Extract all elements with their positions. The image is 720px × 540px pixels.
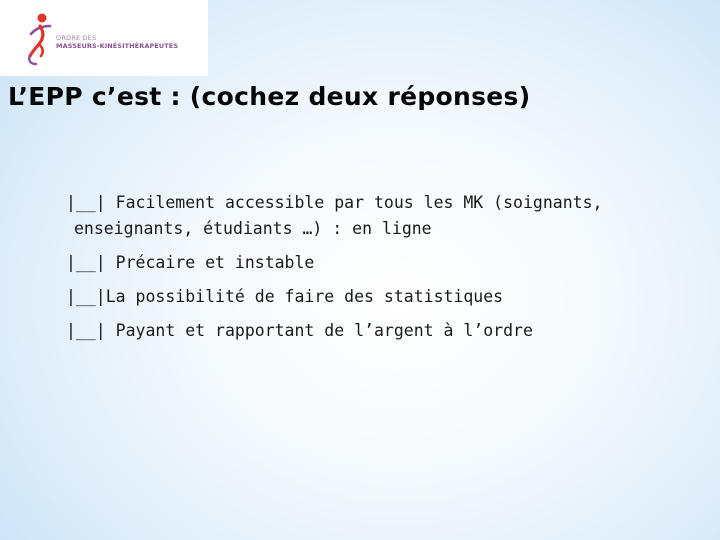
answer-options: [66, 190, 626, 352]
option-text-continuation: enseignants, étudiants …) : en ligne: [74, 219, 432, 238]
checkbox-blank[interactable]: |__|: [66, 193, 106, 212]
checkbox-blank[interactable]: |__|: [66, 321, 106, 340]
option-3[interactable]: [66, 284, 626, 310]
logo-line2: MASSEURS-KINÉSITHÉRAPEUTES: [56, 42, 179, 50]
option-1[interactable]: [66, 190, 626, 242]
runner-figure-icon: [20, 12, 60, 68]
checkbox-blank[interactable]: |__|: [66, 253, 106, 272]
page-title: L’EPP c’est : (cochez deux réponses): [8, 82, 531, 111]
option-text: Payant et rapportant de l’argent à l’ordre: [105, 321, 533, 340]
logo: [0, 0, 208, 76]
option-text: La possibilité de faire des statistiques: [105, 287, 504, 306]
logo-text: [56, 34, 178, 50]
option-text: Précaire et instable: [105, 253, 315, 272]
checkbox-blank[interactable]: |__|: [66, 287, 106, 306]
option-text: Facilement accessible par tous les MK (soignants,: [105, 193, 603, 212]
option-4[interactable]: [66, 318, 626, 344]
option-2[interactable]: [66, 250, 626, 276]
logo-line1: ORDRE DES: [56, 34, 97, 42]
